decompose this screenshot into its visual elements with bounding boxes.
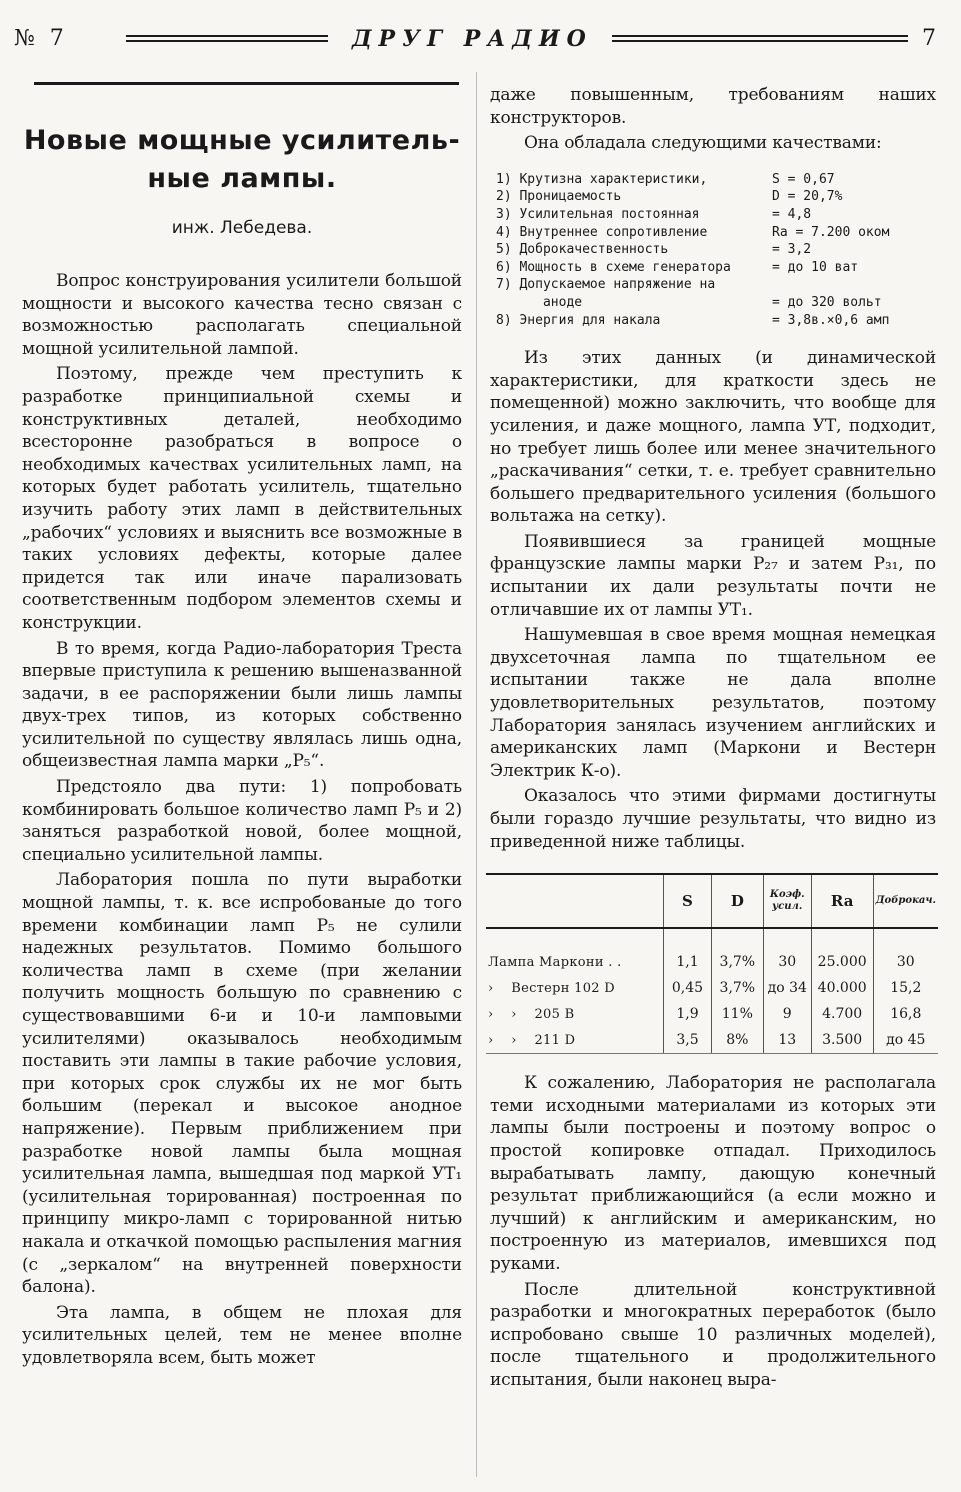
column-header: Доброкач. xyxy=(873,875,938,928)
comparison-table xyxy=(486,875,938,1054)
table-cell: 8% xyxy=(711,1027,763,1054)
table-cell: до 45 xyxy=(873,1027,938,1054)
table-cell: 11% xyxy=(711,1001,763,1027)
table-row xyxy=(486,975,938,1001)
table-row xyxy=(486,1001,938,1027)
property-row xyxy=(496,259,936,277)
property-value: S = 0,67 xyxy=(772,171,835,187)
property-name: 4) Внутреннее сопротивление xyxy=(496,224,708,240)
paragraph: В то время, когда Радио-лаборатория Треста впервые приступила к решению вышеназванной задачи, в ее распоряжении были лишь лампы двух-трех типов, из которых собственно усилительной по существу являлась лишь одна, общеизвестная лампа марки „Р₅“. xyxy=(22,638,462,772)
header-rule-left xyxy=(126,35,328,42)
page-header xyxy=(14,26,944,56)
column-header: Ra xyxy=(811,875,873,928)
property-name: 6) Мощность в схеме генератора xyxy=(496,259,731,275)
table-cell: 16,8 xyxy=(873,1001,938,1027)
table-cell: 15,2 xyxy=(873,975,938,1001)
left-column xyxy=(22,86,462,1373)
property-row xyxy=(496,171,936,189)
article-author: инж. Лебедева. xyxy=(171,218,313,238)
property-value: = до 10 ват xyxy=(772,259,859,275)
table-cell: 3,5 xyxy=(664,1027,712,1054)
property-row xyxy=(496,188,936,206)
article-title xyxy=(22,122,462,198)
table-cell: 30 xyxy=(763,949,811,975)
property-name: 3) Усилительная постоянная xyxy=(496,206,700,222)
magazine-title: ДРУГ РАДИО xyxy=(352,26,593,52)
column-divider xyxy=(476,72,477,1477)
property-name: аноде xyxy=(496,294,583,310)
property-value: D = 20,7% xyxy=(772,189,843,205)
table-cell: 0,45 xyxy=(664,975,712,1001)
property-value: = до 320 вольт xyxy=(772,294,882,310)
table-cell: › Вестерн 102 D xyxy=(488,980,616,996)
paragraph: Эта лампа, в общем не плохая для усилительных целей, тем не менее вполне удовлетворяла всем, быть может xyxy=(22,1302,462,1368)
paragraph: Из этих данных (и динамической характеристики, для краткости здесь не помещенной) можно заключить, что вообще для усиления, и даже мощного, лампа УТ, подходит, но требует лишь более или менее значительного „раскачивания“ сетки, т. е. требует сравнительно большего предварительного усиления (большого вольтажа на сетку). xyxy=(490,348,936,527)
table-cell: 4.700 xyxy=(811,1001,873,1027)
property-name: 1) Крутизна характеристики, xyxy=(496,171,708,187)
property-name: 8) Энергия для накала xyxy=(496,312,661,328)
table-row xyxy=(486,949,938,975)
paragraph: Оказалось что этими фирмами достигнуты были гораздо лучшие результаты, что видно из приведенной ниже таблицы. xyxy=(490,786,936,852)
property-value: = 4,8 xyxy=(772,206,812,222)
paragraph: Она обладала следующими качествами: xyxy=(524,133,882,154)
table-cell: 25.000 xyxy=(811,949,873,975)
table-cell: 9 xyxy=(763,1001,811,1027)
lamp-properties-list xyxy=(496,171,936,329)
table-cell: 30 xyxy=(873,949,938,975)
table-row xyxy=(486,1027,938,1054)
property-row xyxy=(496,294,936,312)
table-cell: 40.000 xyxy=(811,975,873,1001)
column-header: S xyxy=(664,875,712,928)
table-cell: до 34 xyxy=(763,975,811,1001)
column-header: Коэф. усил. xyxy=(763,875,811,928)
table-cell: 3.500 xyxy=(811,1027,873,1054)
property-name: 7) Допускаемое напряжение на xyxy=(496,277,716,293)
property-value: = 3,2 xyxy=(772,242,812,258)
property-row xyxy=(496,312,936,330)
header-rule-right xyxy=(612,35,908,42)
title-rule xyxy=(34,82,459,85)
table-cell: Лампа Маркони . . xyxy=(488,954,622,970)
paragraph: Вопрос конструирования усилители большой мощности и высокого качества тесно связан с возможностью располагать специальной мощной усилительной лампой. xyxy=(22,271,462,359)
table-cell: › › 205 B xyxy=(488,1006,575,1022)
paragraph-continued: даже повышенным, требованиям наших конструкторов. xyxy=(490,85,936,128)
issue-number: № 7 xyxy=(14,26,68,51)
page-number: 7 xyxy=(922,26,936,51)
property-row xyxy=(496,206,936,224)
property-value: = 3,8в.×0,6 амп xyxy=(772,312,890,328)
paragraph: После длительной конструктивной разработки и многократных переработок (было испробовано свыше 10 различных моделей), после тщательного и продолжительного испытания, были наконец выра- xyxy=(490,1279,936,1390)
table-spacer-row xyxy=(486,928,938,949)
title-line-1: Новые мощные усилитель- xyxy=(23,125,461,156)
table-cell: 3,7% xyxy=(711,975,763,1001)
property-row xyxy=(496,241,936,259)
paragraph: К сожалению, Лаборатория не располагала теми исходными материалами из которых эти лампы были построены и поэтому вопрос о простой копировке отпадал. Приходилось вырабатывать лампу, дающую конечный результат приближающийся (а если можно и лучший) к английским и американским, но построенную из материалов, имевшихся под руками. xyxy=(490,1073,936,1274)
property-value xyxy=(772,276,936,294)
property-name: 5) Доброкачественность xyxy=(496,242,669,258)
table-cell: 13 xyxy=(763,1027,811,1054)
property-value: Ra = 7.200 оком xyxy=(772,224,890,240)
title-line-2: ные лампы. xyxy=(147,163,337,194)
right-column xyxy=(490,84,936,1395)
table-cell: 1,9 xyxy=(664,1001,712,1027)
column-header xyxy=(486,875,664,928)
paragraph: Появившиеся за границей мощные французские лампы марки Р₂₇ и затем Р₃₁, по испытании их дали результаты почти не отличавшие их от лампы УТ₁. xyxy=(490,531,936,620)
comparison-table-wrapper xyxy=(486,873,938,1054)
property-name: 2) Проницаемость xyxy=(496,189,622,205)
table-cell: 1,1 xyxy=(664,949,712,975)
paragraph: Лаборатория пошла по пути выработки мощной лампы, т. к. все испробованые до того времени комбинации ламп Р₅ не сулили надежных результатов. Помимо большого количества ламп в схеме (при желании получить мощность большую по сравнению с существовавшими 6-и и 10-и ламповыми усилителями) оказывалось необходимым поставить эти лампы в такие рабочие условия, при которых срок службы их не мог быть большим (перекал и высокое анодное напряжение). Первым приближением при разработке новой лампы была мощная усилительная лампа, вышедшая под маркой УТ₁ (усилительная торированная) построенная по принципу микро-ламп с торированной нитью накала и откачкой помощью распыления магния (с „зеркалом“ на внутренней поверхности балона). xyxy=(22,870,462,1298)
table-cell: › › 211 D xyxy=(486,1027,664,1054)
paragraph: Нашумевшая в свое время мощная немецкая двухсеточная лампа по тщательном ее испытании также не дала вполне удовлетворительных результатов, поэтому Лаборатория занялась изучением английских и американских ламп (Маркони и Вестерн Электрик К-о). xyxy=(490,625,936,781)
paragraph: Предстояло два пути: 1) попробовать комбинировать большое количество ламп Р₅ и 2) заняться разработкой новой, более мощной, специально усилительной лампы. xyxy=(22,777,462,865)
property-row xyxy=(496,276,936,294)
property-row xyxy=(496,224,936,242)
table-header-row xyxy=(486,875,938,928)
column-header: D xyxy=(711,875,763,928)
table-cell: 3,7% xyxy=(711,949,763,975)
paragraph: Поэтому, прежде чем преступить к разработке принципиальной схемы и конструктивных деталей, необходимо всесторонне разобраться в вопросе о необходимых качествах усилительных ламп, на которых будет работать усилитель, тщательно изучить работу этих ламп в действительных „рабочих“ условиях и выяснить все возможные в таких условиях дефекты, которые далее придется так или иначе парализовать соответственным подбором элементов схемы и конструкции. xyxy=(22,364,462,633)
